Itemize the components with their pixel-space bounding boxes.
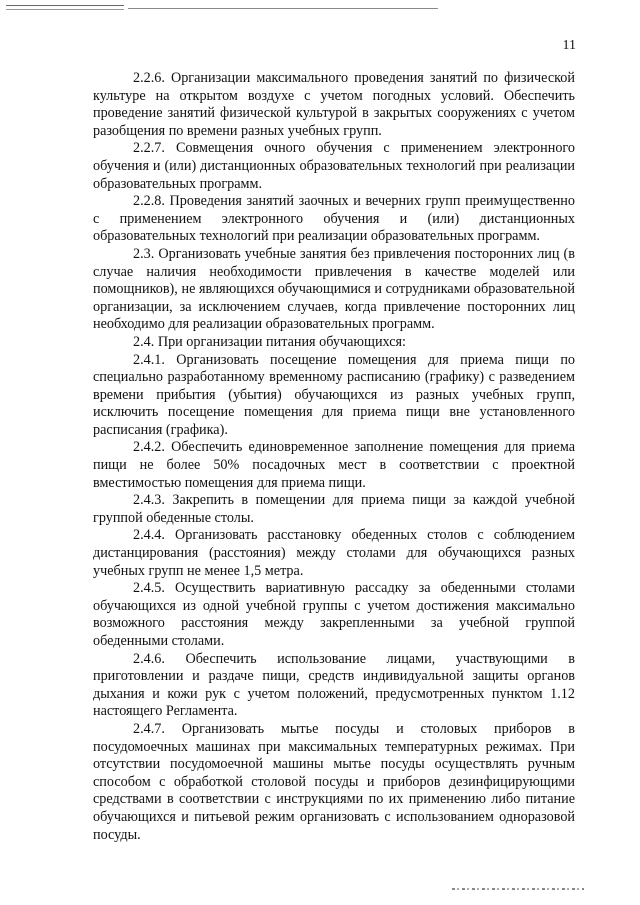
- scan-edge-line: [128, 8, 438, 9]
- scan-noise-mark: [452, 888, 584, 890]
- paragraph-2-4-1: 2.4.1. Организовать посещение помещения для приема пищи по специально разработанному временному расписанию (графику) с разведением времени прибытия (убытия) обучающихся из разных учебных групп, исключить посещение помещения для приема пищи вне установленного расписания (графика).: [93, 351, 575, 438]
- paragraph-2-4-6: 2.4.6. Обеспечить использование лицами, участвующими в приготовлении и раздаче пищи, средств индивидуальной защиты органов дыхания и кожи рук с учетом положений, предусмотренных пунктом 1.12 настоящего Регламента.: [93, 650, 575, 720]
- paragraph-2-4: 2.4. При организации питания обучающихся:: [133, 333, 406, 350]
- paragraph-2-4-5: 2.4.5. Осуществить вариативную рассадку за обеденными столами обучающихся из одной учебной группы с учетом достижения максимально возможного расстояния между закрепленными за учебной группой обеденными столами.: [93, 580, 575, 649]
- paragraph-2-4-7: 2.4.7. Организовать мытье посуды и столовых приборов в посудомоечных машинах при максимальных температурных режимах. При отсутствии посудомоечной машины мытье посуды осуществлять ручным способом с обработкой столовой посуды и приборов дезинфицирующими средствами в соответствии с инструкциями по их применению либо питание обучающихся и питьевой режим организовать с использованием одноразовой посуды.: [93, 720, 575, 843]
- paragraph-2-4-2: 2.4.2. Обеспечить единовременное заполнение помещения для приема пищи не более 50% посадочных мест в соответствии с проектной вместимостью помещения для приема пищи.: [93, 439, 575, 491]
- paragraph-2-3: 2.3. Организовать учебные занятия без привлечения посторонних лиц (в случае наличия необходимости привлечения в качестве моделей или помощников), не являющихся обучающимися и сотрудниками образовательной организации, за исключением случаев, когда привлечение посторонних лиц необходимо для реализации образовательных программ.: [93, 245, 575, 333]
- paragraph-2-2-7: 2.2.7. Совмещения очного обучения с применением электронного обучения и (или) дистанционных образовательных технологий при реализации образовательных программ.: [93, 140, 575, 192]
- scan-edge-line: [6, 5, 124, 6]
- paragraph-2-2-6: 2.2.6. Организации максимального проведения занятий по физической культуре на открытом воздухе с учетом погодных условий. Обеспечить проведение занятий физической культурой в закрытых сооружениях с учетом разобщения по времени разных учебных групп.: [93, 70, 575, 139]
- paragraph-2-2-8: 2.2.8. Проведения занятий заочных и вечерних групп преимущественно с применением электронного обучения и (или) дистанционных образовательных технологий при реализации образовательных программ.: [93, 193, 575, 245]
- scan-edge-line: [6, 9, 124, 10]
- page-number: 11: [562, 38, 576, 53]
- document-body: [93, 70, 575, 844]
- paragraph-2-4-4: 2.4.4. Организовать расстановку обеденных столов с соблюдением дистанцирования (расстояния) между столами для обучающихся разных учебных групп не менее 1,5 метра.: [93, 527, 575, 579]
- paragraph-2-4-3: 2.4.3. Закрепить в помещении для приема пищи за каждой учебной группой обеденные столы.: [93, 492, 575, 526]
